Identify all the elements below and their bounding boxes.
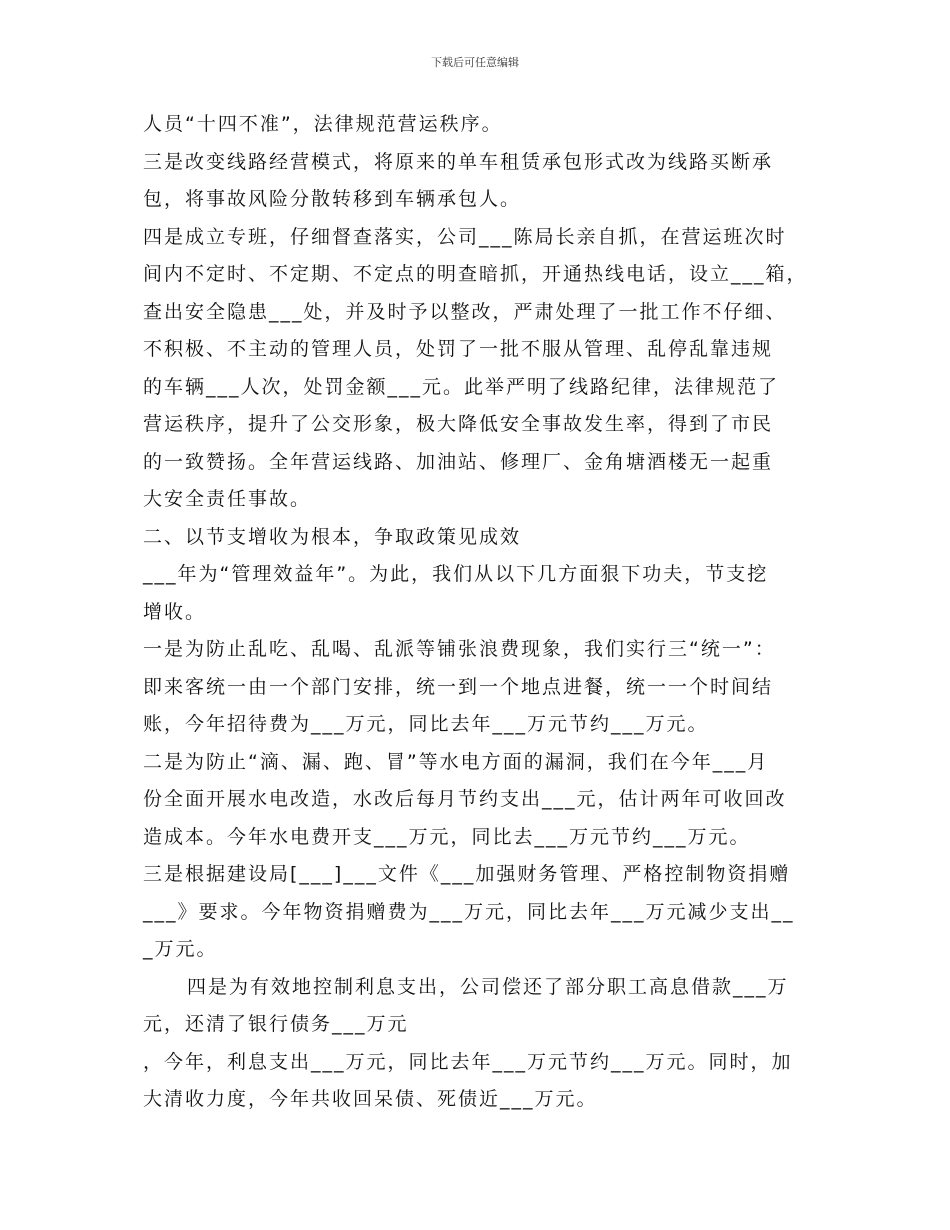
paragraph-line: 营运秩序，提升了公交形象，极大降低安全事故发生率，得到了市民 — [143, 413, 774, 435]
paragraph-line: 元，还清了银行债务___万元 — [143, 1013, 409, 1035]
paragraph-line: 包，将事故风险分散转移到车辆承包人。 — [143, 188, 522, 210]
paragraph-line: 人员“十四不准”，法律规范营运秩序。 — [143, 113, 503, 135]
body-text — [143, 106, 823, 1119]
paragraph-line: 大清收力度，今年共收回呆债、死债近___万元。 — [143, 1088, 598, 1110]
paragraph-line: 查出安全隐患___处，并及时予以整改，严肃处理了一批工作不仔细、 — [143, 300, 787, 323]
paragraph-line: 三是根据建设局[___]___文件《___加强财务管理、严格控制物资捐赠 — [143, 863, 791, 885]
paragraph-line: ，今年，利息支出___万元，同比去年___万元节约___万元。同时，加 — [143, 1050, 793, 1073]
paragraph-line-indented: 四是为有效地控制利息支出，公司偿还了部分职工高息借款___万 — [187, 975, 789, 998]
paragraph-line: _万元。 — [143, 938, 218, 960]
paragraph-line: 二是为防止“滴、漏、跑、冒”等水电方面的漏洞，我们在今年___月 — [143, 750, 769, 773]
paragraph-line: 四是成立专班，仔细督查落实，公司___陈局长亲自抓，在营运班次时 — [143, 225, 787, 248]
paragraph-line: 不积极、不主动的管理人员，处罚了一批不服从管理、乱停乱靠违规 — [143, 338, 774, 360]
paragraph-line: 即来客统一由一个部门安排，统一到一个地点进餐，统一一个时间结 — [143, 675, 774, 698]
paragraph-line: ___》要求。今年物资捐赠费为___万元，同比去年___万元减少支出__ — [143, 900, 795, 923]
paragraph-line: 造成本。今年水电费开支___万元，同比去___万元节约___万元。 — [143, 825, 751, 848]
paragraph-line: 一是为防止乱吃、乱喝、乱派等铺张浪费现象，我们实行三“统一”： — [143, 638, 776, 660]
paragraph-line: 份全面开展水电改造，水改后每月节约支出___元，估计两年可收回改 — [143, 788, 787, 810]
header-note: 下载后可任意编辑 — [431, 56, 519, 69]
paragraph-line: 的一致赞扬。全年营运线路、加油站、修理厂、金角塘酒楼无一起重 — [143, 450, 774, 473]
paragraph-line: 间内不定时、不定期、不定点的明查暗抓，开通热线电话，设立___箱， — [143, 263, 808, 285]
paragraph-line: 的车辆___人次，处罚金额___元。此举严明了线路纪律，法律规范了 — [143, 375, 780, 398]
paragraph-line: 三是改变线路经营模式，将原来的单车租赁承包形式改为线路买断承 — [143, 150, 774, 173]
paragraph-line: 增收。 — [143, 600, 207, 623]
paragraph-line: 大安全责任事故。 — [143, 488, 312, 510]
section-heading: 二、以节支增收为根本，争取政策见成效 — [143, 525, 522, 548]
paragraph-line: ___年为“管理效益年”。为此，我们从以下几方面狠下功夫，节支挖 — [143, 563, 769, 585]
paragraph-line: 账，今年招待费为___万元，同比去年___万元节约___万元。 — [143, 713, 709, 735]
